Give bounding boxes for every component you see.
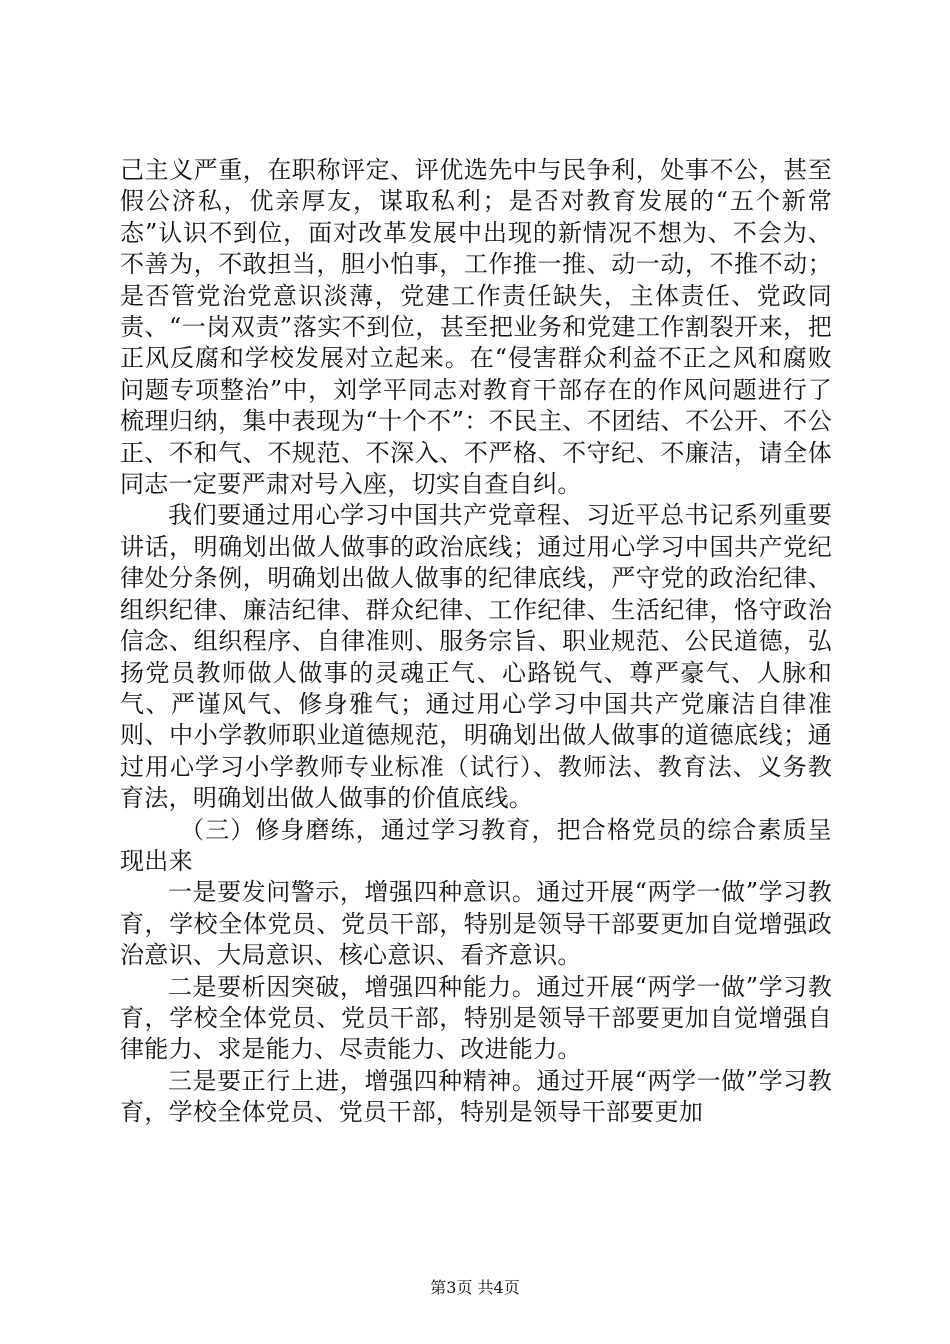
section-heading: （三）修身磨练，通过学习教育，把合格党员的综合素质呈现出来 [120, 815, 832, 875]
paragraph-bottom-lines: 我们要通过用心学习中国共产党章程、习近平总书记系列重要讲话，明确划出做人做事的政治底线；通过用心学习中国共产党纪律处分条例，明确划出做人做事的纪律底线，严守党的政治纪律、组织纪律、廉洁纪律、群众纪律、工作纪律、生活纪律，恪守政治信念、组织程序、自律准则、服务宗旨、职业规范、公民道德，弘扬党员教师做人做事的灵魂正气、心路锐气、尊严豪气、人脉和气、严谨风气、修身雅气；通过用心学习中国共产党廉洁自律准则、中小学教师职业道德规范，明确划出做人做事的道德底线；通过用心学习小学教师专业标准（试行）、教师法、教育法、义务教育法，明确划出做人做事的价值底线。 [120, 501, 832, 813]
paragraph-four-spirits: 三是要正行上进，增强四种精神。通过开展“两学一做”学习教育，学校全体党员、党员干部，特别是领导干部要更加 [120, 1066, 832, 1127]
document-body [120, 155, 832, 1129]
paragraph-continuation: 己主义严重，在职称评定、评优选先中与民争利，处事不公，甚至假公济私，优亲厚友，谋取私利；是否对教育发展的“五个新常态”认识不到位，面对改革发展中出现的新情况不想为、不会为、不善为，不敢担当，胆小怕事，工作推一推、动一动，不推不动；是否管党治党意识淡薄，党建工作责任缺失，主体责任、党政同责、“一岗双责”落实不到位，甚至把业务和党建工作割裂开来，把正风反腐和学校发展对立起来。在“侵害群众利益不正之风和腐败问题专项整治”中，刘学平同志对教育干部存在的作风问题进行了梳理归纳，集中表现为“十个不”：不民主、不团结、不公开、不公正、不和气、不规范、不深入、不严格、不守纪、不廉洁，请全体同志一定要严肃对号入座，切实自查自纠。 [120, 156, 832, 499]
page-number-footer: 第3页 共4页 [430, 1278, 520, 1297]
paragraph-four-awareness: 一是要发问警示，增强四种意识。通过开展“两学一做”学习教育，学校全体党员、党员干部，特别是领导干部要更加自觉增强政治意识、大局意识、核心意识、看齐意识。 [120, 878, 832, 970]
paragraph-four-abilities: 二是要析因突破，增强四种能力。通过开展“两学一做”学习教育，学校全体党员、党员干部，特别是领导干部要更加自觉增强自律能力、求是能力、尽责能力、改进能力。 [120, 972, 832, 1064]
